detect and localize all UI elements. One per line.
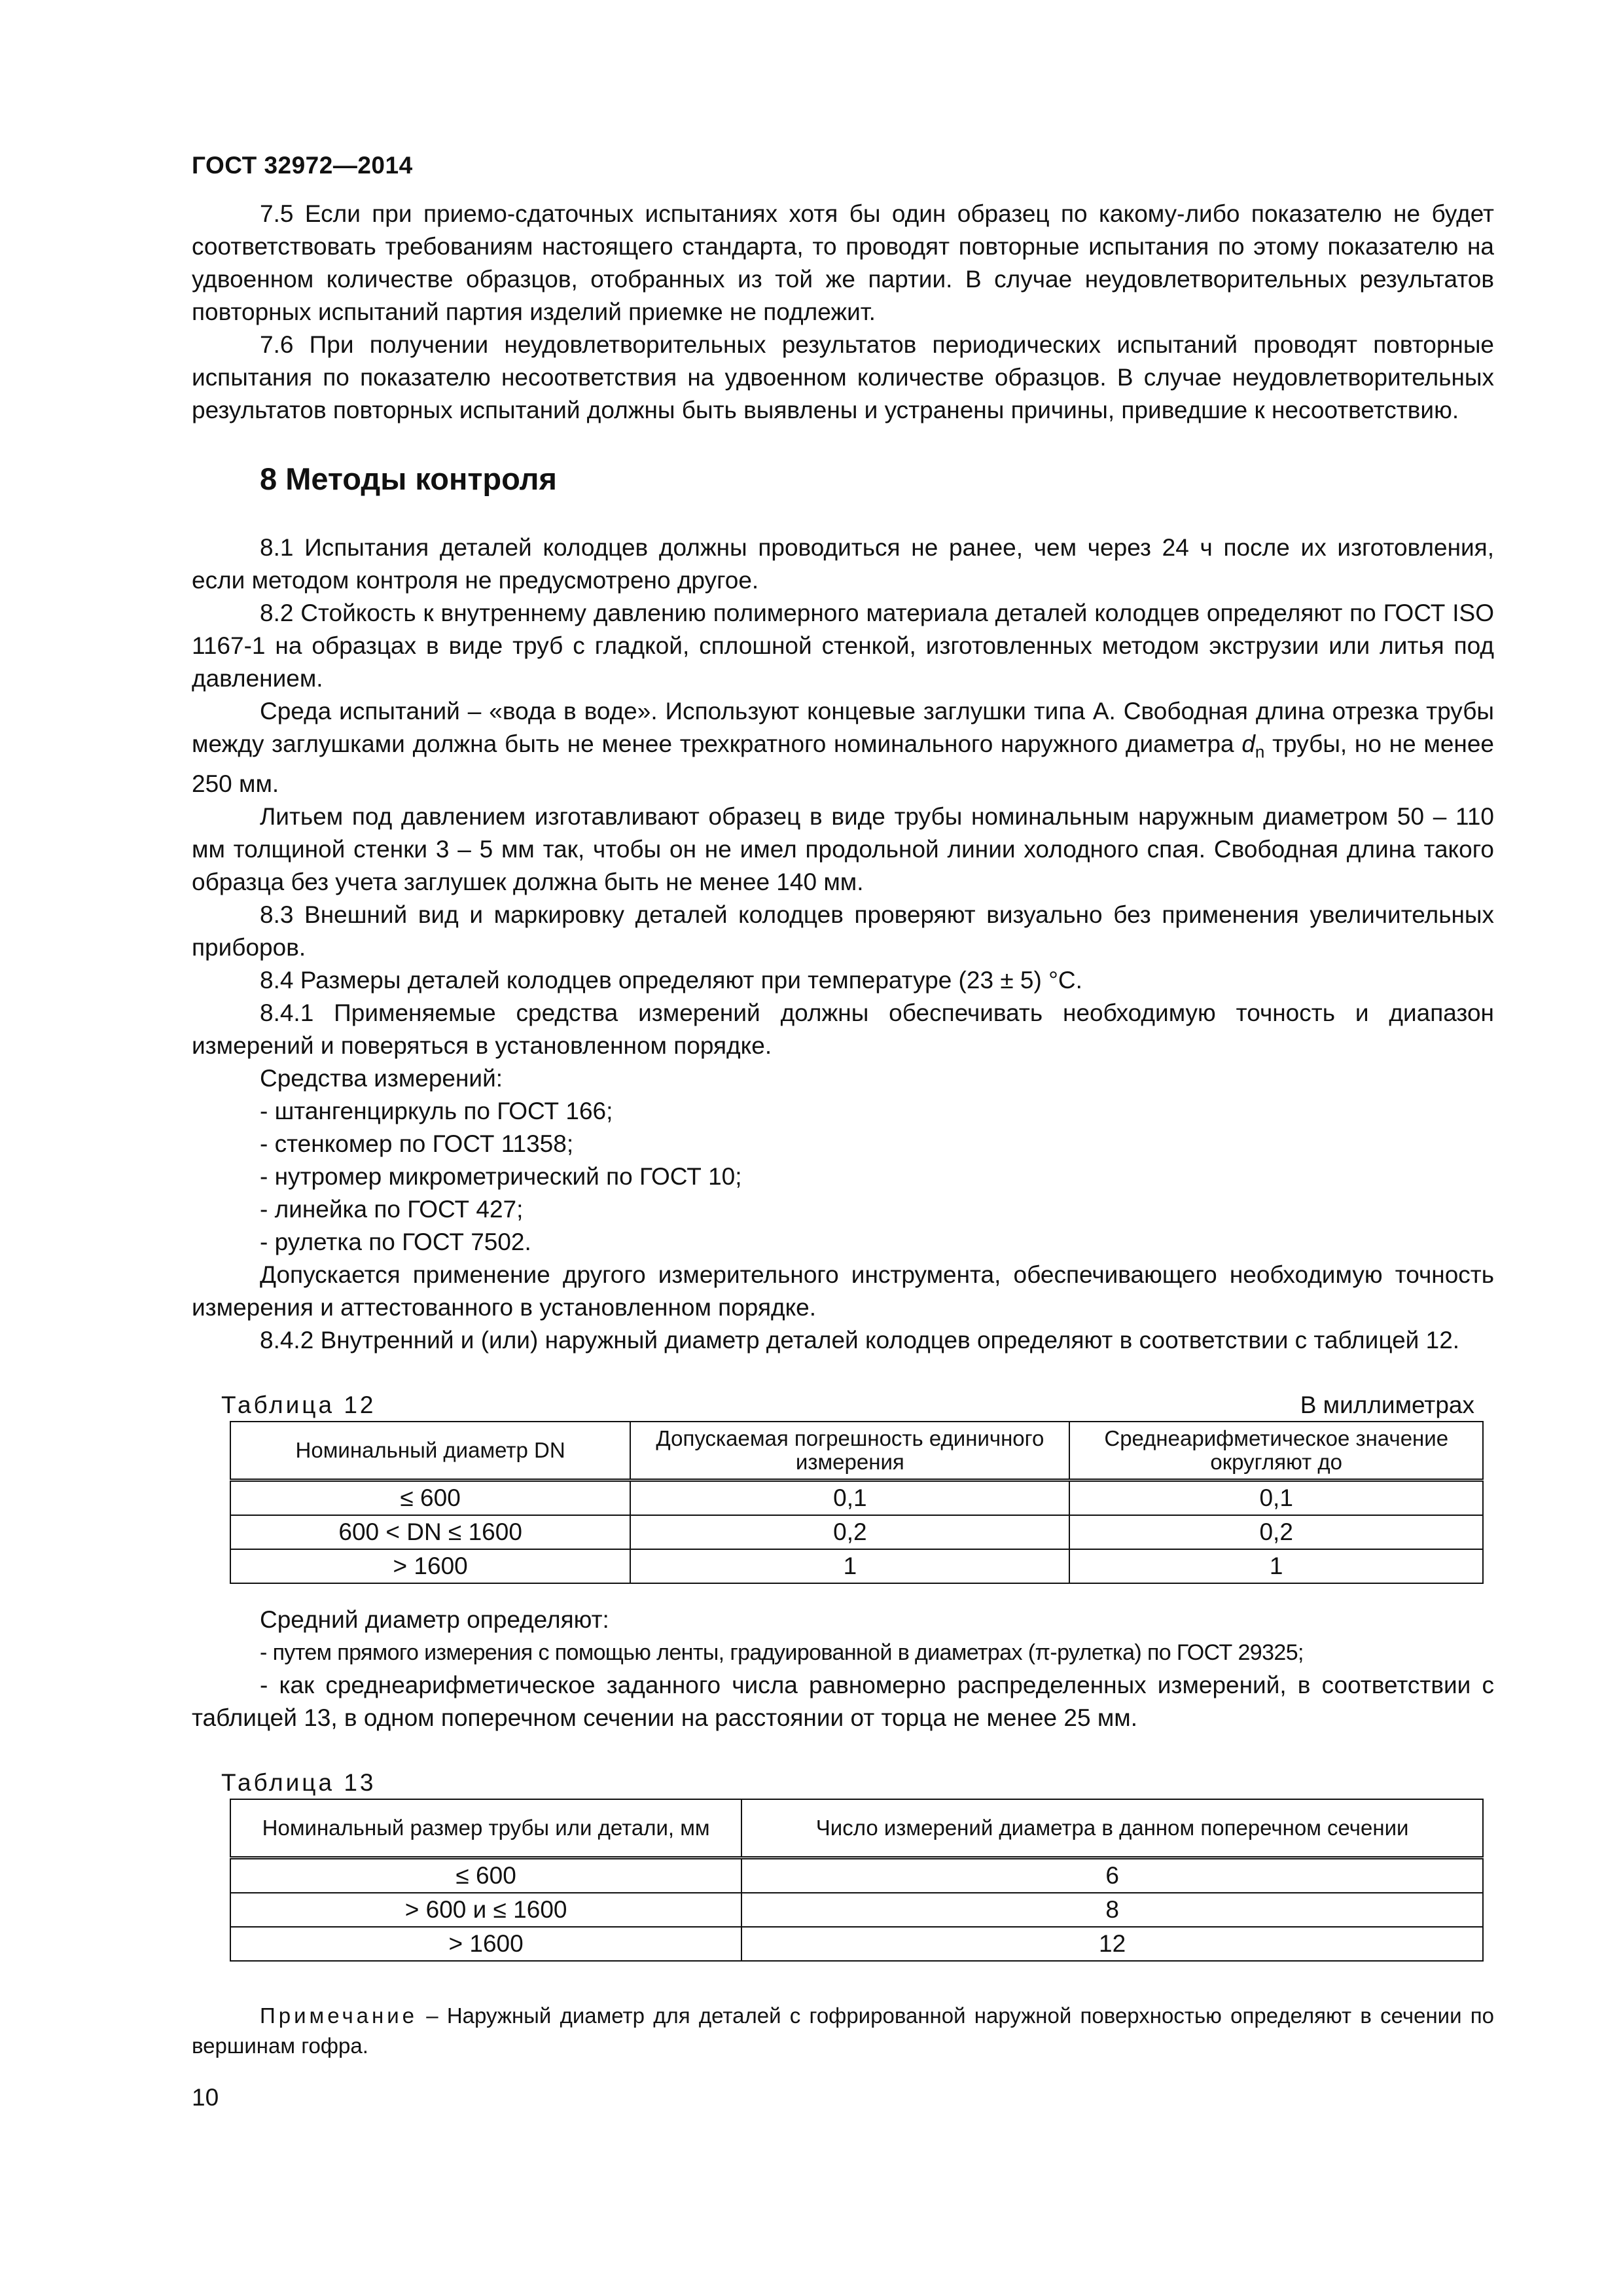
paragraph-8-2: 8.2 Стойкость к внутреннему давлению полимерного материала деталей колодцев определяют по ГОСТ ISO 1167-1 на образцах в виде труб с гладкой, сплошной стенкой, изготовленных методом экструзии или литья под давлением. <box>192 600 1494 692</box>
table-row <box>230 1927 1483 1961</box>
table-header-row <box>230 1422 1483 1480</box>
table-cell: 12 <box>741 1927 1483 1961</box>
mean-diameter-item-2: - как среднеарифметическое заданного числа равномерно распределенных измерений, в соответствии с таблицей 13, в одном поперечном сечении на расстоянии от торца не менее 25 мм. <box>192 1672 1494 1732</box>
paragraph-8-4-2: 8.4.2 Внутренний и (или) наружный диаметр деталей колодцев определяют в соответствии с таблицей 12. <box>260 1327 1460 1354</box>
table-13-caption-row <box>192 1767 1474 1799</box>
table-cell: 0,1 <box>1069 1480 1483 1516</box>
table-cell: 6 <box>741 1858 1483 1893</box>
table-cell: 0,2 <box>630 1515 1069 1549</box>
table-header-cell: Число измерений диаметра в данном поперечном сечении <box>741 1799 1483 1858</box>
paragraph-8-4-1: 8.4.1 Применяемые средства измерений должны обеспечивать необходимую точность и диапазон измерений и поверяться в установленном порядке. <box>192 999 1494 1060</box>
mean-diameter-intro: Средний диаметр определяют: <box>260 1606 609 1634</box>
paragraph-8-2-medium-start: Среда испытаний – «вода в воде». Используют концевые заглушки типа А. Свободная длина отрезка трубы между заглушками должна быть не менее трехкратного номинального наружного диаметра <box>192 698 1494 757</box>
instrument-item: - штангенциркуль по ГОСТ 166; <box>260 1098 613 1125</box>
table-cell: 0,2 <box>1069 1515 1483 1549</box>
table-row <box>230 1515 1483 1549</box>
table-12-units: В миллиметрах <box>1300 1391 1474 1419</box>
paragraph-7-6: 7.6 При получении неудовлетворительных результатов периодических испытаний проводят повторные испытания по показателю несоответствия на удвоенном количестве образцов. В случае неудовлетворительных результатов повторных испытаний должны быть выявлены и устранены причины, приведшие к несоответствию. <box>192 331 1494 423</box>
table-13-caption: Таблица 13 <box>221 1769 376 1797</box>
table-12-caption-row <box>192 1390 1474 1421</box>
table-header-cell: Допускаемая погрешность единичного измерения <box>630 1422 1069 1480</box>
paragraph-7-5: 7.5 Если при приемо-сдаточных испытаниях хотя бы один образец по какому-либо показателю не будет соответствовать требованиям настоящего стандарта, то проводят повторные испытания по этому показателю на удвоенном количестве образцов, отобранных из той же партии. В случае неудовлетворительных результатов повторных испытаний партия изделий приемке не подлежит. <box>192 200 1494 325</box>
note-text: – Наружный диаметр для деталей с гофрированной наружной поверхностью определяют в сечении по вершинам гофра. <box>192 2003 1494 2058</box>
section-8-title: 8 Методы контроля <box>260 461 557 496</box>
instruments-title: Средства измерений: <box>260 1065 503 1092</box>
table-header-cell: Номинальный диаметр DN <box>230 1422 630 1480</box>
paragraph-8-2-medium <box>192 695 1494 800</box>
diameter-symbol <box>1241 730 1265 762</box>
table-cell: 600 < DN ≤ 1600 <box>230 1515 630 1549</box>
table-13 <box>230 1799 1484 1962</box>
instrument-item: - рулетка по ГОСТ 7502. <box>260 1229 531 1256</box>
document-code-header: ГОСТ 32972—2014 <box>192 152 413 179</box>
table-cell: > 1600 <box>230 1549 630 1583</box>
table-13-note <box>192 2001 1494 2061</box>
note-label: Примечание <box>260 2003 418 2028</box>
paragraph-8-3: 8.3 Внешний вид и маркировку деталей колодцев проверяют визуально без применения увеличительных приборов. <box>192 901 1494 961</box>
table-cell: 8 <box>741 1893 1483 1927</box>
diameter-symbol-subscript: n <box>1255 742 1265 762</box>
table-cell: > 1600 <box>230 1927 741 1961</box>
paragraph-8-2-molding: Литьем под давлением изготавливают образец в виде трубы номинальным наружным диаметром 50 – 110 мм толщиной стенки 3 – 5 мм так, чтобы он не имел продольной линии холодного спая. Свободная длина такого образца без учета заглушек должна быть не менее 140 мм. <box>192 803 1494 896</box>
table-cell: 1 <box>1069 1549 1483 1583</box>
paragraph-8-4-1-other-tools: Допускается применение другого измерительного инструмента, обеспечивающего необходимую точность измерения и аттестованного в установленном порядке. <box>192 1261 1494 1321</box>
table-cell: ≤ 600 <box>230 1480 630 1516</box>
table-row <box>230 1893 1483 1927</box>
table-row <box>230 1858 1483 1893</box>
table-cell: 0,1 <box>630 1480 1069 1516</box>
paragraph-8-2-medium-end: трубы, но не менее 250 мм. <box>192 730 1494 798</box>
instrument-item: - линейка по ГОСТ 427; <box>260 1196 524 1223</box>
table-cell: > 600 и ≤ 1600 <box>230 1893 741 1927</box>
diameter-symbol-letter: d <box>1241 730 1255 757</box>
instrument-item: - стенкомер по ГОСТ 11358; <box>260 1130 574 1158</box>
table-header-row <box>230 1799 1483 1858</box>
table-12 <box>230 1421 1484 1584</box>
paragraph-8-4: 8.4 Размеры деталей колодцев определяют при температуре (23 ± 5) °С. <box>260 967 1082 994</box>
table-row <box>230 1549 1483 1583</box>
table-row <box>230 1480 1483 1516</box>
table-header-cell: Среднеарифметическое значение округляют до <box>1069 1422 1483 1480</box>
table-12-caption: Таблица 12 <box>221 1391 376 1419</box>
page-number: 10 <box>192 2084 219 2111</box>
mean-diameter-item-1: - путем прямого измерения с помощью ленты, градуированной в диаметрах (π-рулетка) по ГОСТ 29325; <box>260 1640 1304 1666</box>
document-body <box>192 198 1494 2061</box>
table-cell: ≤ 600 <box>230 1858 741 1893</box>
paragraph-8-1: 8.1 Испытания деталей колодцев должны проводиться не ранее, чем через 24 ч после их изготовления, если методом контроля не предусмотрено другое. <box>192 534 1494 594</box>
table-cell: 1 <box>630 1549 1069 1583</box>
instrument-item: - нутромер микрометрический по ГОСТ 10; <box>260 1163 742 1191</box>
spacer <box>192 1584 1494 1604</box>
table-header-cell: Номинальный размер трубы или детали, мм <box>230 1799 741 1858</box>
